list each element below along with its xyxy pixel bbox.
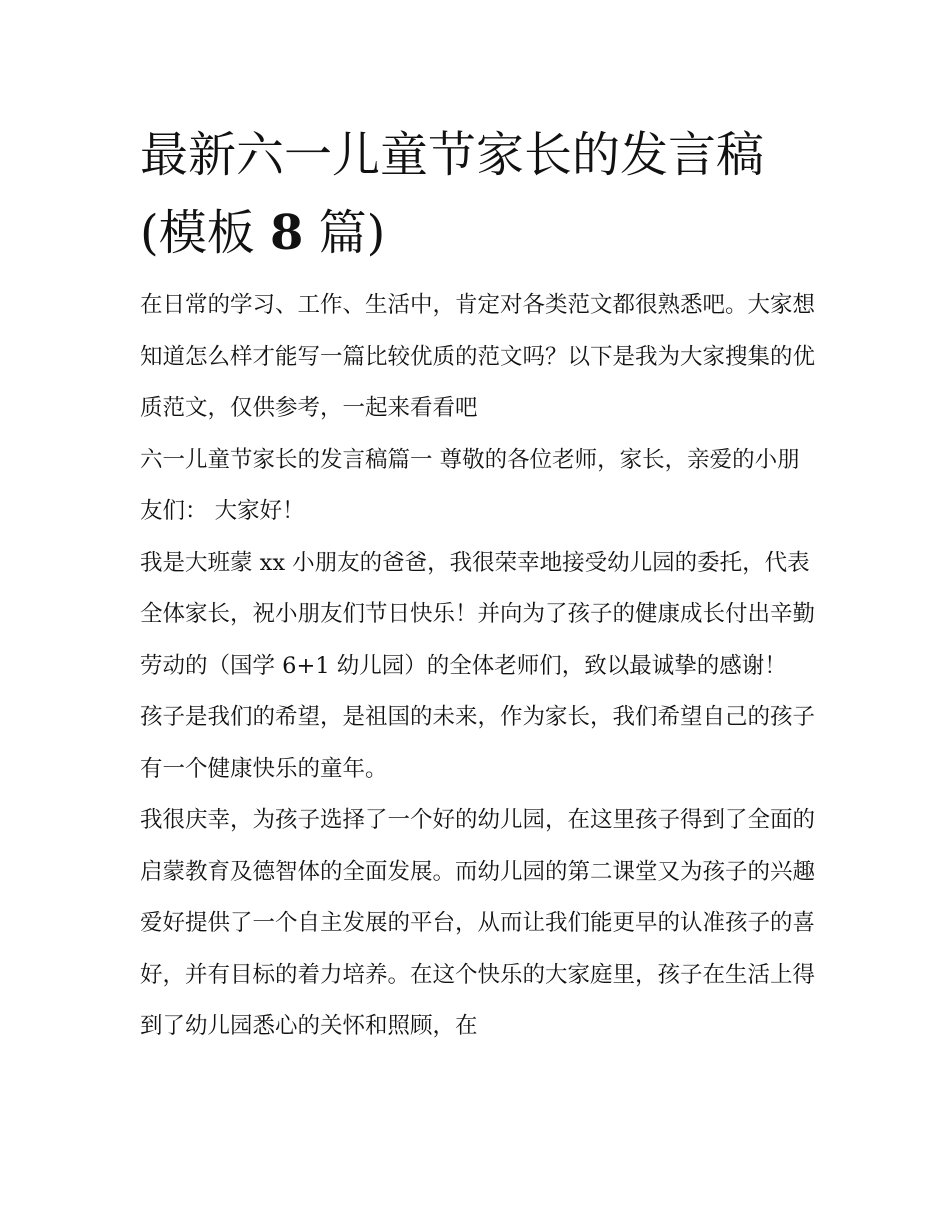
title-line-2-suffix: 篇): [303, 205, 386, 261]
document-page: [140, 116, 820, 1053]
paragraph-hope: 孩子是我们的希望，是祖国的未来，作为家长，我们希望自己的孩子有一个健康快乐的童年。: [140, 704, 816, 782]
title-line-2-prefix: (模板: [140, 205, 270, 261]
document-title: [140, 116, 820, 272]
paragraph-kindergarten: 我很庆幸，为孩子选择了一个好的幼儿园，在这里孩子得到了全面的启蒙教育及德智体的全面发展。而幼儿园的第二课堂又为孩子的兴趣爱好提供了一个自主发展的平台，从而让我们能更早的认准孩子的喜好，并有目标的着力培养。在这个快乐的大家庭里，孩子在生活上得到了幼儿园悉心的关怀和照顾，在: [140, 807, 816, 1039]
title-line-2-number: 8: [270, 205, 304, 261]
paragraph-greeting: 六一儿童节家长的发言稿篇一 尊敬的各位老师，家长，亲爱的小朋友们： 大家好！: [140, 446, 800, 524]
paragraph-thanks: 我是大班蒙 xx 小朋友的爸爸，我很荣幸地接受幼儿园的委托，代表全体家长，祝小朋友们节日快乐！并向为了孩子的健康成长付出辛勤劳动的（国学 6+1 幼儿园）的全体老师们，致以最诚挚的感谢！: [140, 549, 816, 679]
paragraph-intro: 在日常的学习、工作、生活中，肯定对各类范文都很熟悉吧。大家想知道怎么样才能写一篇比较优质的范文吗？以下是我为大家搜集的优质范文，仅供参考，一起来看看吧: [140, 292, 816, 421]
title-line-1: 最新六一儿童节家长的发言稿: [140, 127, 765, 183]
